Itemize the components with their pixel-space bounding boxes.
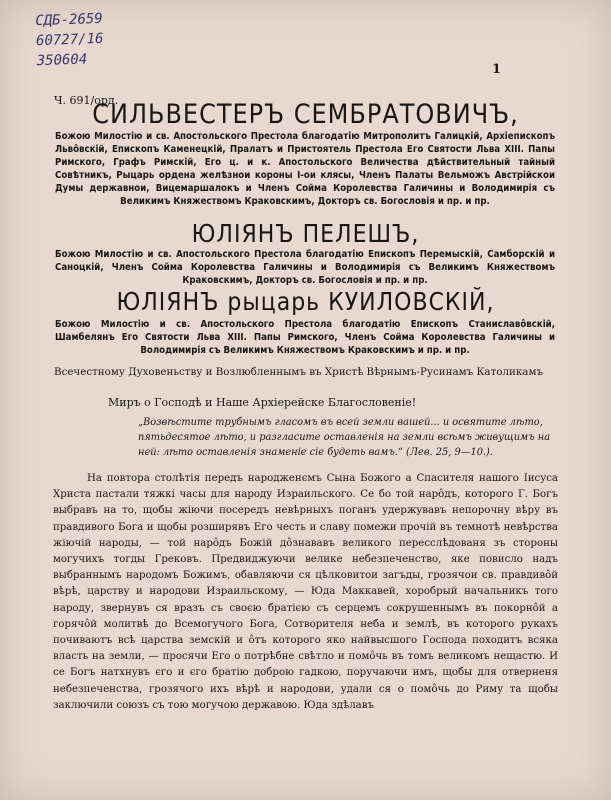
reference-number: Ч. 691/орд. xyxy=(54,94,119,107)
archive-mark-2: 60727/16 xyxy=(35,30,104,50)
hierarch-titles-3: Божою Милостію и св. Апостольского Престола благодатію Епископъ Станиславôвскій, Шамбелянъ Его Святости Льва XIII. Папы Римского, Членъ Сойма Королевства Галичины и Володимирія съ Великимъ Княжествомъ Краковскимъ и пр. и пр. xyxy=(55,319,555,356)
archive-mark-3: 350604 xyxy=(36,51,88,70)
page-number: 1 xyxy=(492,62,502,77)
greeting: Миръ о Господѣ и Наше Архіерейске Благословеніе! xyxy=(108,396,417,409)
hierarch-name-2: ЮЛІЯНЪ ПЕЛЕШЪ, xyxy=(191,220,420,249)
hierarch-titles-2: Божою Милостію и св. Апостольского Престола благодатію Епископъ Перемыскій, Самборскій и Саноцкій, Членъ Сойма Королевства Галичины и Володимирія съ Великимъ Княжествомъ Краковскимъ, Докторъ св. Богословія и пр. и пр. xyxy=(55,249,555,286)
body-text: На повтора столѣтія передъ народженємъ Сына Божого а Спасителя нашого Іисуса Христа пастали тяжкі часы для народу Израильского. Се бо той нарôдъ, которого Г. Богъ выбравъ на то, щобы жіючи посередъ невѣрныхъ поганъ удержувавъ непорочну вѣру въ правдивого Бога и щобы розширявъ Его честь и славу помежи прочій въ темнотѣ невѣрства жіючій народы, — той нарôдъ Божій дôзнававъ великого пересслѣдованя зъ стороны могучихъ тогды Грековъ. Предвиджуючи велике небезпеченство, яке повисло надъ выбраннымъ народомъ Божимъ, обавляючи ся цѣлковитои загъды, грозячои св. правдивôй вѣрѣ, царству и народови Израильскому, — Юда Маккавей, хоробрый начальникъ того народу, звернувъ ся вразъ съ своєю братією съ серцемъ сокрушеннымъ въ покорнôй а горячôй молитвѣ до Всемогучого Бога, Сотворителя неба и землѣ, въ которого рукахъ почиваютъ всѣ царства земскій и ôтъ которого яко найвысшого Господа походитъ всяка власть на земли, — просячи Его о потрѣбне свѣтло и помôчь въ томъ великомъ нещастю. И се Богъ натхнувъ єго и єго братію доброю гадкою, поручаючи имъ, щобы для отверненя небезпеченства, грозячого ихъ вѣрѣ и народови, удали ся о помôчь до Риму та щобы заключили союзъ съ тою могучою державою. Юда здѣлавъ xyxy=(53,473,558,711)
archive-mark-1: СДБ-2659 xyxy=(35,10,103,30)
scripture-quote: „Возвѣстите трубнымъ гласомъ въ всей земли вашей... и освятите лѣто, пятьдесятое лѣто, и разгласите оставленія на земли всѣмъ живущимъ на ней: лѣто оставленія знаменіе сіе будеть вамъ.“ (Лев. 25, 9—10.). xyxy=(138,417,551,458)
archive-marks xyxy=(35,9,104,71)
hierarch-name-3: ЮЛІЯНЪ рыцарь КУИЛОВСКІЙ, xyxy=(116,288,495,317)
hierarch-titles-1: Божою Милостію и св. Апостольского Престола благодатію Митрополитъ Галицкій, Архіепископъ Львôвскій, Епископъ Каменецкій, Пралатъ и Пристоятель Престола Его Святости Льва XIII. Папы Римского, Графъ Римскій, Его ц. и к. Апостольского Величества дѣйствительный тайный Совѣтникъ, Рыцарь ордена желѣзнои короны I-ои клясы, Членъ Палаты Вельможъ Австрійскои Думы державнои, Вицемаршалокъ и Членъ Сойма Королевства Галичины и Володимирія съ Великимъ Княжествомъ Краковскимъ, Докторъ св. Богословія и пр. и пр. xyxy=(55,131,555,207)
hierarch-name-1: СИЛЬВЕСТЕРЪ СЕМБРАТОВИЧЪ, xyxy=(92,98,519,130)
address-line: Всечестному Духовеньству и Возлюбленнымъ въ Христѣ Вѣрнымъ-Русинамъ Католикамъ xyxy=(54,366,544,378)
